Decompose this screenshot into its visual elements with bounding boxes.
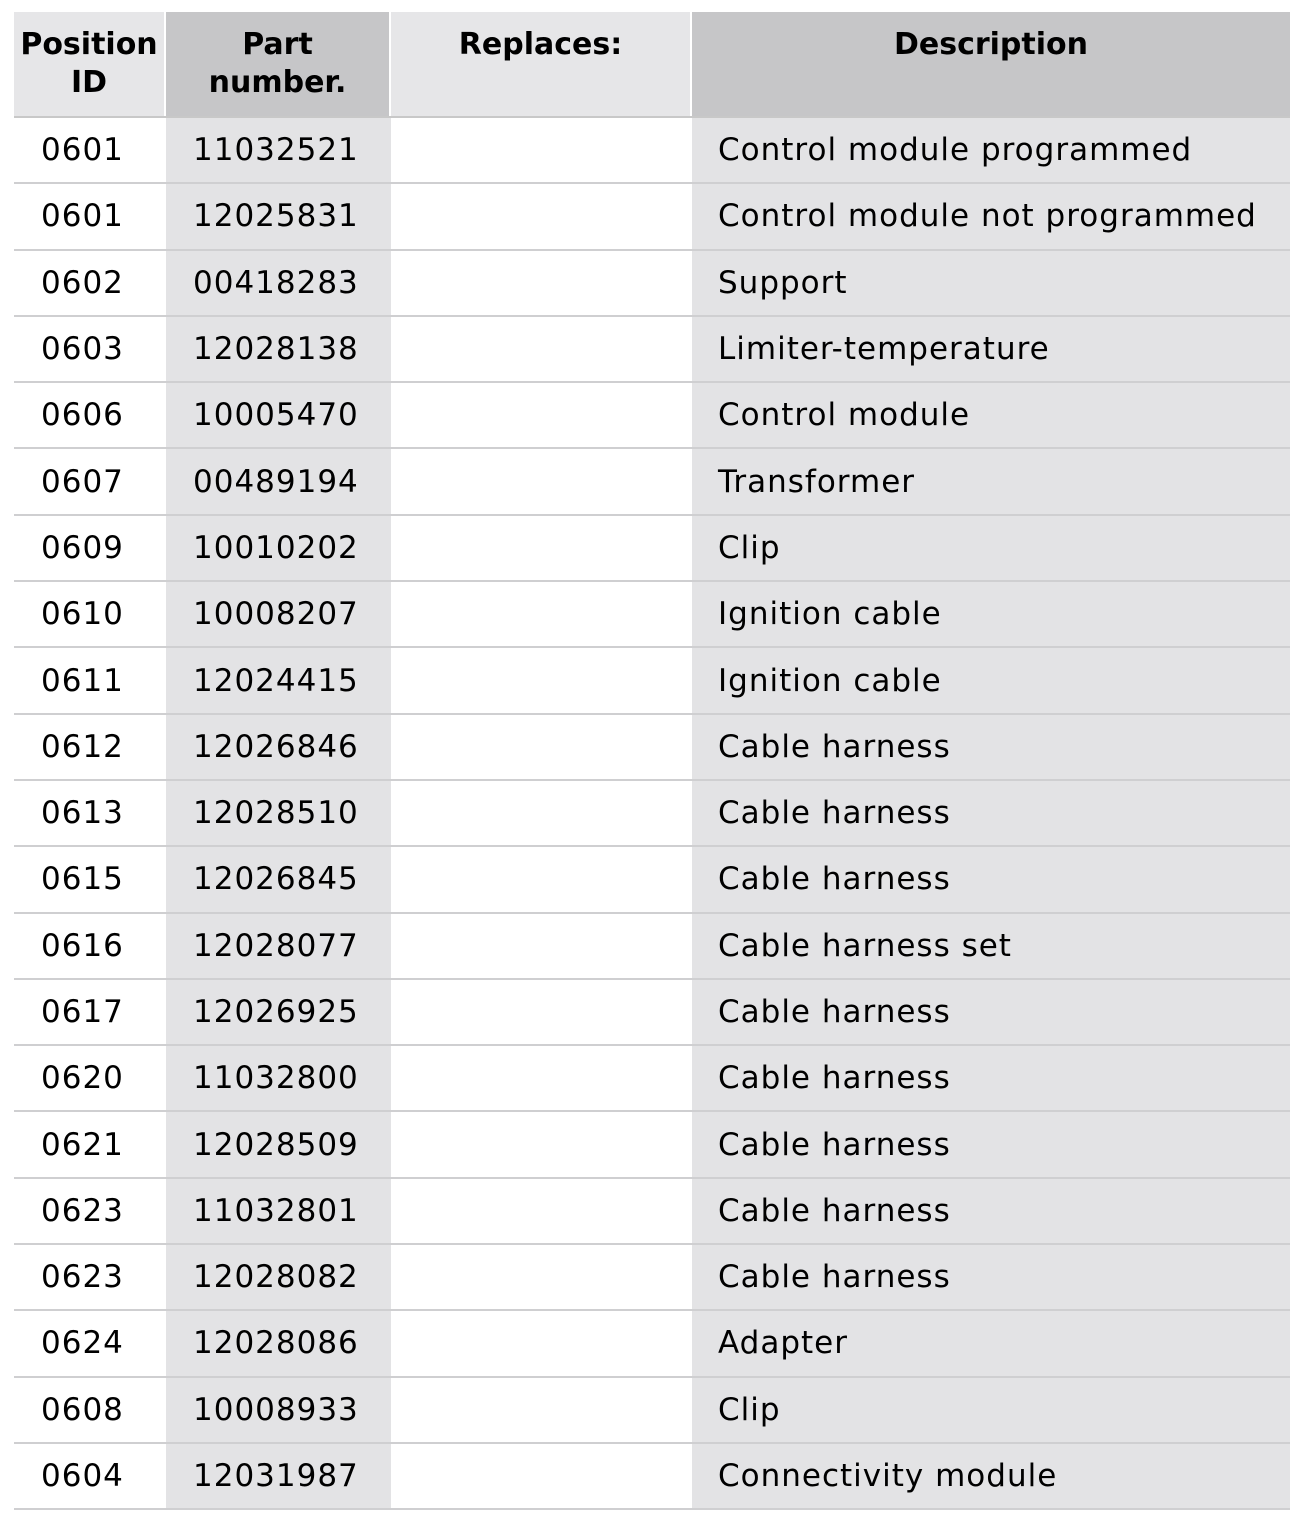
cell-position-id: 0616	[14, 913, 165, 979]
cell-description: Support	[691, 250, 1290, 316]
cell-replaces	[390, 382, 691, 448]
cell-replaces	[390, 714, 691, 780]
table-header	[14, 12, 1290, 117]
cell-part-number: 12026845	[165, 846, 390, 912]
cell-replaces	[390, 117, 691, 183]
cell-replaces	[390, 913, 691, 979]
cell-position-id: 0611	[14, 647, 165, 713]
cell-part-number: 12028509	[165, 1111, 390, 1177]
cell-description: Cable harness	[691, 1244, 1290, 1310]
table-row	[14, 316, 1290, 382]
cell-replaces	[390, 1310, 691, 1376]
table-row	[14, 448, 1290, 514]
cell-description: Control module	[691, 382, 1290, 448]
cell-replaces	[390, 1443, 691, 1509]
cell-part-number: 00489194	[165, 448, 390, 514]
cell-replaces	[390, 647, 691, 713]
table-row	[14, 183, 1290, 249]
table-row	[14, 714, 1290, 780]
cell-replaces	[390, 1111, 691, 1177]
cell-part-number: 11032800	[165, 1045, 390, 1111]
cell-part-number: 12026846	[165, 714, 390, 780]
cell-description: Clip	[691, 515, 1290, 581]
table-row	[14, 1045, 1290, 1111]
table-row	[14, 780, 1290, 846]
cell-position-id: 0612	[14, 714, 165, 780]
table-row	[14, 1244, 1290, 1310]
header-description: Description	[691, 12, 1290, 117]
cell-position-id: 0610	[14, 581, 165, 647]
cell-position-id: 0623	[14, 1244, 165, 1310]
cell-replaces	[390, 1244, 691, 1310]
table-body	[14, 117, 1290, 1509]
table-row	[14, 1443, 1290, 1509]
cell-part-number: 12028138	[165, 316, 390, 382]
cell-position-id: 0624	[14, 1310, 165, 1376]
cell-replaces	[390, 780, 691, 846]
table-row	[14, 250, 1290, 316]
cell-part-number: 12026925	[165, 979, 390, 1045]
cell-position-id: 0606	[14, 382, 165, 448]
table-row	[14, 382, 1290, 448]
cell-description: Cable harness	[691, 1178, 1290, 1244]
cell-description: Cable harness	[691, 979, 1290, 1045]
cell-replaces	[390, 515, 691, 581]
cell-position-id: 0615	[14, 846, 165, 912]
cell-part-number: 10005470	[165, 382, 390, 448]
table-row	[14, 1377, 1290, 1443]
cell-description: Ignition cable	[691, 581, 1290, 647]
cell-position-id: 0608	[14, 1377, 165, 1443]
cell-description: Limiter-temperature	[691, 316, 1290, 382]
cell-position-id: 0603	[14, 316, 165, 382]
header-row	[14, 12, 1290, 117]
cell-replaces	[390, 1178, 691, 1244]
cell-part-number: 12028086	[165, 1310, 390, 1376]
parts-table	[14, 12, 1290, 1510]
cell-description: Ignition cable	[691, 647, 1290, 713]
table-row	[14, 913, 1290, 979]
cell-part-number: 12028082	[165, 1244, 390, 1310]
cell-description: Cable harness	[691, 714, 1290, 780]
cell-position-id: 0604	[14, 1443, 165, 1509]
header-position-id: Position ID	[14, 12, 165, 117]
cell-part-number: 12031987	[165, 1443, 390, 1509]
cell-description: Cable harness	[691, 780, 1290, 846]
table-row	[14, 1310, 1290, 1376]
cell-replaces	[390, 1377, 691, 1443]
cell-replaces	[390, 183, 691, 249]
cell-position-id: 0623	[14, 1178, 165, 1244]
table-row	[14, 581, 1290, 647]
cell-replaces	[390, 316, 691, 382]
cell-description: Transformer	[691, 448, 1290, 514]
table-row	[14, 979, 1290, 1045]
cell-position-id: 0601	[14, 183, 165, 249]
cell-part-number: 12025831	[165, 183, 390, 249]
cell-part-number: 12028077	[165, 913, 390, 979]
cell-position-id: 0617	[14, 979, 165, 1045]
cell-replaces	[390, 1045, 691, 1111]
header-part-number: Part number.	[165, 12, 390, 117]
cell-replaces	[390, 846, 691, 912]
cell-position-id: 0620	[14, 1045, 165, 1111]
cell-position-id: 0613	[14, 780, 165, 846]
cell-description: Cable harness	[691, 1045, 1290, 1111]
cell-part-number: 10010202	[165, 515, 390, 581]
cell-replaces	[390, 979, 691, 1045]
cell-replaces	[390, 448, 691, 514]
cell-part-number: 11032521	[165, 117, 390, 183]
table-row	[14, 515, 1290, 581]
cell-part-number: 10008207	[165, 581, 390, 647]
table-row	[14, 1111, 1290, 1177]
cell-position-id: 0609	[14, 515, 165, 581]
table-row	[14, 1178, 1290, 1244]
cell-part-number: 12028510	[165, 780, 390, 846]
cell-part-number: 10008933	[165, 1377, 390, 1443]
cell-description: Cable harness	[691, 846, 1290, 912]
cell-position-id: 0607	[14, 448, 165, 514]
cell-description: Control module not programmed	[691, 183, 1290, 249]
cell-position-id: 0601	[14, 117, 165, 183]
table-row	[14, 846, 1290, 912]
cell-position-id: 0602	[14, 250, 165, 316]
cell-part-number: 12024415	[165, 647, 390, 713]
table-row	[14, 647, 1290, 713]
table-row	[14, 117, 1290, 183]
cell-position-id: 0621	[14, 1111, 165, 1177]
cell-part-number: 00418283	[165, 250, 390, 316]
cell-description: Adapter	[691, 1310, 1290, 1376]
cell-description: Cable harness	[691, 1111, 1290, 1177]
cell-description: Connectivity module	[691, 1443, 1290, 1509]
header-replaces: Replaces:	[390, 12, 691, 117]
cell-replaces	[390, 581, 691, 647]
cell-description: Control module programmed	[691, 117, 1290, 183]
cell-description: Cable harness set	[691, 913, 1290, 979]
cell-description: Clip	[691, 1377, 1290, 1443]
cell-replaces	[390, 250, 691, 316]
cell-part-number: 11032801	[165, 1178, 390, 1244]
